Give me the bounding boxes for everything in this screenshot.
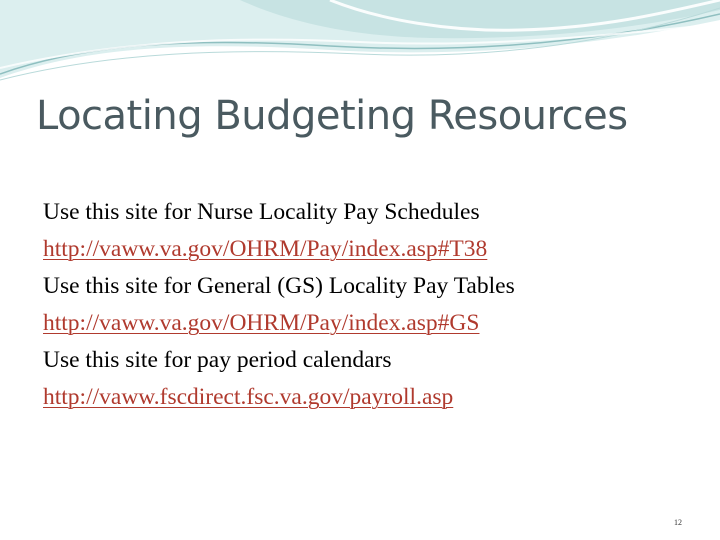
nurse-pay-link[interactable]: http://vaww.va.gov/OHRM/Pay/index.asp#T38 xyxy=(43,236,488,262)
list-item xyxy=(43,231,693,268)
list-item xyxy=(43,268,693,305)
pay-calendar-link[interactable]: http://vaww.fscdirect.fsc.va.gov/payroll.asp xyxy=(43,384,454,410)
list-item xyxy=(43,305,693,342)
pay-calendar-description: Use this site for pay period calendars xyxy=(43,347,392,373)
page-number: 12 xyxy=(674,518,682,527)
content-list xyxy=(43,194,693,416)
slide-title: Locating Budgeting Resources xyxy=(36,93,628,139)
list-item xyxy=(43,379,693,416)
gs-pay-link[interactable]: http://vaww.va.gov/OHRM/Pay/index.asp#GS xyxy=(43,310,480,336)
list-item xyxy=(43,194,693,231)
list-item xyxy=(43,342,693,379)
gs-pay-description: Use this site for General (GS) Locality Pay Tables xyxy=(43,273,515,299)
nurse-pay-description: Use this site for Nurse Locality Pay Schedules xyxy=(43,199,480,225)
header-wave-decoration xyxy=(0,0,720,90)
